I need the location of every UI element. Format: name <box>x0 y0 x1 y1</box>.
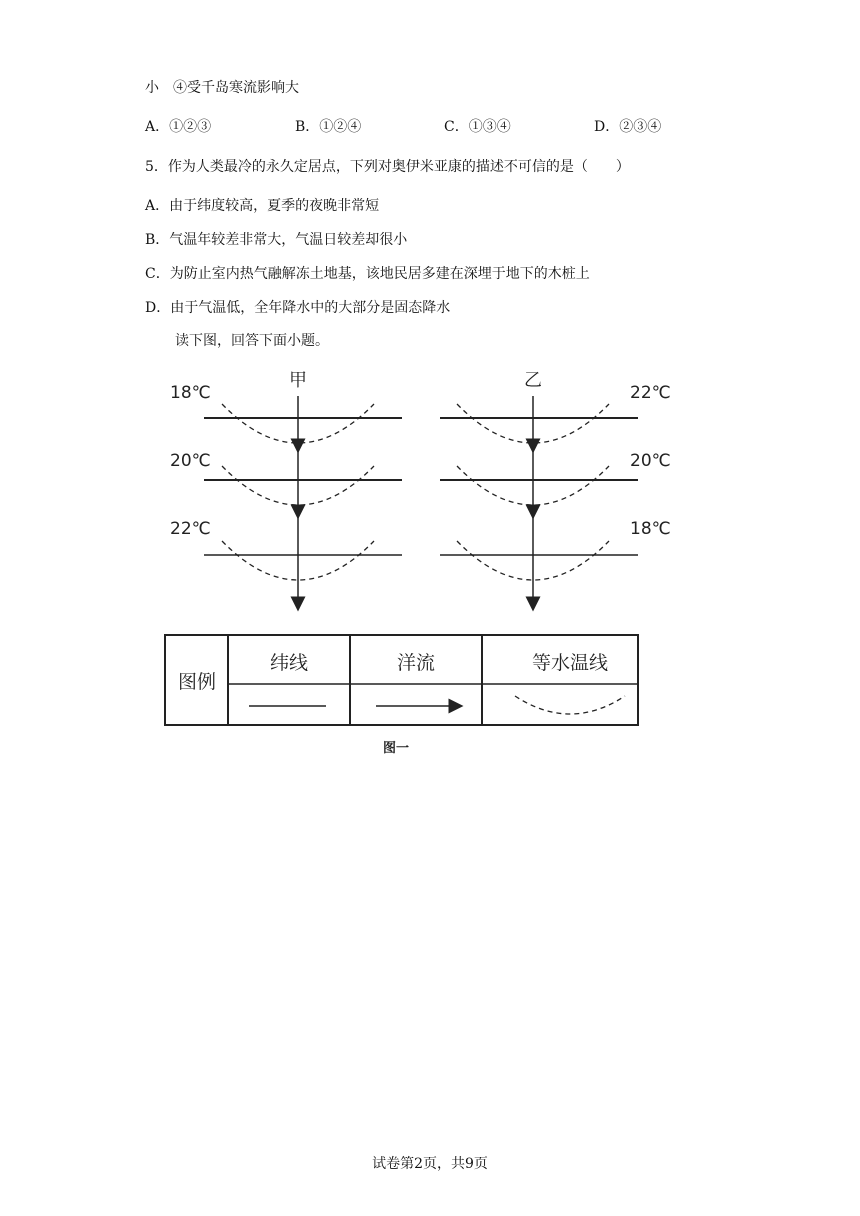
q4-option-c: C．①③④ <box>444 119 511 135</box>
legend-latitude-label: 纬线 <box>269 652 309 674</box>
q4-option-d: D．②③④ <box>594 119 662 135</box>
q5-option-b: B．气温年较差非常大，气温日较差却很小 <box>145 232 408 248</box>
q5-stem: 5．作为人类最冷的永久定居点，下列对奥伊米亚康的描述不可信的是（ ） <box>145 159 630 175</box>
q4-option-a: A．①②③ <box>145 119 212 135</box>
right-temp-2: 20℃ <box>630 451 671 471</box>
q5-option-d: D．由于气温低，全年降水中的大部分是固态降水 <box>145 300 451 316</box>
legend-current-label: 洋流 <box>396 652 436 674</box>
figure-caption: 图一 <box>382 741 410 756</box>
legend-table <box>165 635 638 725</box>
right-temp-3: 18℃ <box>630 519 671 539</box>
panel-title-yi: 乙 <box>524 370 542 391</box>
legend-header: 图例 <box>177 671 217 693</box>
legend-isotherm-label: 等水温线 <box>531 652 609 674</box>
figure-intro: 读下图，回答下面小题。 <box>175 333 329 349</box>
q5-option-a: A．由于纬度较高，夏季的夜晚非常短 <box>145 198 380 214</box>
panel-title-jia: 甲 <box>289 370 307 391</box>
left-temp-2: 20℃ <box>170 451 211 471</box>
q4-option-b: B．①②④ <box>295 119 362 135</box>
q4-continuation: 小 ④受千岛寒流影响大 <box>145 80 299 96</box>
right-temp-1: 22℃ <box>630 383 671 403</box>
q5-option-c: C．为防止室内热气融解冻土地基，该地民居多建在深埋于地下的木桩上 <box>145 266 590 282</box>
legend-isotherm-symbol <box>515 696 625 714</box>
left-temp-3: 22℃ <box>170 519 211 539</box>
page-footer: 试卷第2页，共9页 <box>372 1156 488 1172</box>
left-temp-1: 18℃ <box>170 383 211 403</box>
ocean-current-figure <box>160 362 671 762</box>
